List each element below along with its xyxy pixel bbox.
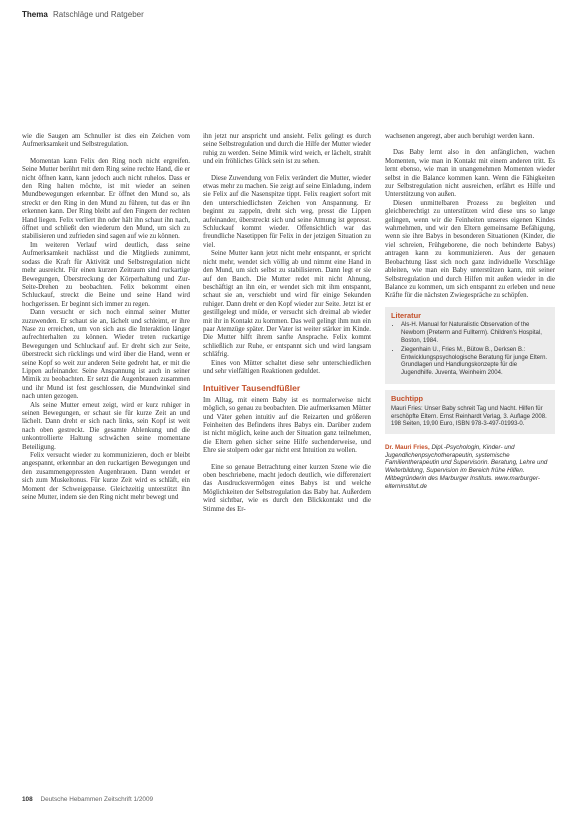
paragraph: Felix versucht wieder zu kommunizieren, doch er bleibt angespannt, erkennbar an den ruckartigen Bewegungen und den zusammengepressten Augenbrauen. Dann wendet er sich zum Muskeltonus. Für kurze Zeit wird es schläft, ein Moment der Schweigepause. Gleichzeitig unterstützt ihn seine Mutter, indem sie den Ring nicht mehr bewegt und bbox=[22, 452, 190, 502]
author-bio bbox=[385, 444, 555, 491]
paragraph: Eine so genaue Betrachtung einer kurzen Szene wie die oben beschriebene, macht jedoch deutlich, wie differenziert das Ausdrucksvermögen eines Babys ist und welche Möglichkeiten der Selbstregulation das Baby hat. Außerdem wird sichtbar, wie es durch den Blickkontakt und die Stimme des Er- bbox=[203, 463, 371, 513]
column-2 bbox=[203, 133, 371, 514]
paragraph: Diesen unmittelbaren Prozess zu begleiten und gleichberechtigt zu unterstützen wird diese uns so lange gelingen, wenn wir die Feinheiten unseres eigenen Kindes wahrnehmen, und wir den Eltern gemeinsame Befähigung, wenn sie ihre Babys in besonderen Situationen (Kinder, die viel schreien, Frühgeborene, die noch behinderte Babys) antragen kann zu kommunizieren. Aus der genauen Beobachtung lässt sich noch ganz individuelle Vorschläge ableiten, wie man ein Baby unterstützen kann, mit seiner Selbstregulation und durch Hilfen mit außen wieder in die Balance zu kommen, um sich entspannt zu erleben und neue Kräfte für die nächsten Zwiegespräche zu schöpfen. bbox=[385, 199, 555, 300]
paragraph: Das Baby lernt also in den anfänglichen, wachen Momenten, wie man in Kontakt mit einem anderen tritt. Es lernt ebenso, wie man in unangenehmen Momenten wieder selbst in die Balance kommen kann. Wenn die Fähigkeiten zur Selbstregulation nicht ausreichen, erfährt es Hilfe und Unterstützung von außen. bbox=[385, 149, 555, 199]
page-number: 108 bbox=[22, 796, 33, 803]
paragraph: Seine Mutter kann jetzt nicht mehr entspannt, er spricht nicht mehr, wendet sich völlig ab und nimmt eine Hand in den Mund, um sich selbst zu stabilisieren. Dann legt er sie auf den Bauch. Die Mutter redet mit nicht Ahnung, beschäftigt an ihn ein, er wendet sich mit ihm entspannt, schaut sie an, verschiebt und wird für einige Sekunden ruhiger. Dann dreht er den Kopf wieder zur Seite. Jetzt ist er gestillgelegt und müde, er versucht sich dreimal ab wieder mit ihr in Kontakt zu kommen. Das weil gelingt ihm nun ein paar Atemzüge später. Der Vater ist weiter stärker im Kinde. Die Mutter hilft ihrem sanfte Ansprache. Felix kommt schließlich zur Ruhe, er entspannt sich und wird langsam schläfrig. bbox=[203, 250, 371, 359]
author-name: Dr. Mauri Fries, bbox=[385, 443, 430, 451]
literature-list bbox=[391, 322, 549, 377]
paragraph: Diese Zuwendung von Felix verändert die Mutter, wieder etwas mehr zu machen. Sie zeigt auf seine Einladung, indem sie Felix auf die Nasenspitze tippt. Felix reagiert sofort mit den unterschiedlichsten Zeichen von Anspannung. Er beginnt zu zappeln, dreht sich weg, presst die Lippen aufeinander, überstreckt sich und seine Atmung ist gepresst. Schluckauf kommt wieder. Offensichtlich war das freundliche Nasetippen für Felix in der jetzigen Situation zu viel. bbox=[203, 174, 371, 249]
paragraph: wachsenen angeregt, aber auch beruhigt werden kann. bbox=[385, 133, 535, 140]
paragraph: Eines von Mütter schaltet diese sehr unterschiedlichen und sehr vielfältigen Reaktionen geduldet. bbox=[203, 359, 371, 375]
literature-box bbox=[385, 307, 555, 385]
page-footer bbox=[22, 796, 153, 803]
paragraph: Im Alltag, mit einem Baby ist es normalerweise nicht möglich, so genau zu beobachten. Die aufmerksamen Mütter und Väter gehen intuitiv auf die Reizarten und größeren Feinheiten des Befindens ihres Babys ein. Darüber zudem ist nicht möglich, keine auch der Situation ganz teilnehmen, die Eltern gehen sicher seine Hilfe suchenderweise, und Ehre sie stolpern oder gar nicht erst Intuition zu wollen. bbox=[203, 396, 371, 455]
literature-item: • Als-H. Manual for Naturalistic Observation of the Newborn (Preterm and Fullterm). Children's Hospital, Boston, 1984. bbox=[401, 322, 549, 345]
literature-title: Literatur bbox=[391, 310, 421, 320]
paragraph: Dann versucht er sich noch einmal seiner Mutter zuzuwenden. Er schaut sie an, lächelt und schleimt, er ihre Nase zu erreichen, um von sich aus die Interaktion länger aufrechterhalten zu können. Wieder treten ruckartige Bewegungen und Schluckauf auf. Er dreht sich zur Seite, überstreckt sich rücklings und wird über die Hand, wenn er seine Kopf so weit zur anderen Seite gedreht hat, er mit die Lippen aufeinander. Seine Anspannung ist auch in seiner Mimik zu beobachten. Er setzt die Augenbrauen zusammen und ihr Mund ist fest geschlossen, die Mundwinkel sind nach unten gezogen. bbox=[22, 309, 190, 401]
column-3 bbox=[385, 133, 555, 491]
page-header bbox=[22, 10, 144, 19]
author-text: Dipl.-Psychologin, Kinder- und Jugendlichenpsychotherapeutin, systemische Familientherapeutin und Supervisorin. Beratung, Lehre und Weiterbildung, Supervision im Bereich frühe Hilfen. Mitbegründerin des Marburger Instituts. www.marburger-elterninstitut.de bbox=[385, 443, 548, 490]
book-tip-title: Buchtipp bbox=[391, 394, 424, 404]
section-label: Thema bbox=[22, 10, 48, 19]
literature-item: • Ziegenhain U., Fries M., Bütow B., Derksen B.: Entwicklungspsychologische Beratung für junge Eltern. Grundlagen und Handlungskonzepte für die Jugendhilfe. Juventa, Weinheim 2004. bbox=[401, 347, 549, 377]
paragraph: wie die Saugen am Schnuller ist dies ein Zeichen vom Aufmerksamkeit und Selbstregulation. bbox=[22, 133, 190, 149]
section-heading: Intuitiver Tausendfüßler bbox=[203, 383, 301, 394]
book-tip-box bbox=[385, 390, 555, 433]
paragraph: Im weiteren Verlauf wird deutlich, dass seine Aufmerksamkeit nachlässt und die Mitglieds zunimmt, sodass die Kraft für Aktivität und Selbstregulation nicht mehr ausreicht. Für einen kurzen Zeitraum sind ruckartige Bewegungen, Überstreckung der Körperhaltung und Zur-Seite-Drehen zu beobachten. Felix bekommt einen Schluckauf, streckt die Beine und seine Hand wird hochgerissen. Er beginnt sich immer zu regen. bbox=[22, 241, 190, 308]
magazine-name: Deutsche Hebammen Zeitschrift 1/2009 bbox=[40, 796, 154, 803]
section-subtitle: Ratschläge und Ratgeber bbox=[53, 10, 144, 19]
column-1 bbox=[22, 133, 190, 502]
paragraph: ihn jetzt nur anspricht und ansieht. Felix gelingt es durch seine Selbstregulation und durch die Hilfe der Mutter wieder ruhig zu werden. Seine Mimik wird weich, er lächelt, strahlt und ein fröhliches Glück sein ist zu sehen. bbox=[203, 133, 371, 166]
paragraph: Als seine Mutter erneut zeigt, wird er kurz ruhiger in seinen Bewegungen, er schaut sie für kurze Zeit an und lächelt. Dann dreht er sich nach links, sein Kopf ist weit nach oben gestreckt. Die gesamte Ablenkung und die unkontrollierte Haltung schwächen seine momentane Beteiligung. bbox=[22, 401, 190, 451]
book-tip-text: Mauri Fries: Unser Baby schreit Tag und Nacht. Hilfen für erschöpfte Eltern. Ernst Reinhardt Verlag, 3. Auflage 2008. 198 Seiten, 19,90 Euro, ISBN 978-3-497-01993-0. bbox=[391, 406, 547, 428]
paragraph: Momentan kann Felix den Ring noch nicht ergreifen. Seine Mutter berührt mit dem Ring seine rechte Hand, die er nicht öffnen kann, kann jedoch auch nicht ruhelos. Dass er den Ring halten möchte, ist mit wieder an seinen Mundbewegungen erkennbar. Er öffnet den Mund so, als streckt er den Ring in den Mund zu führen, tut das er ihn erkennen kann. Der Ring bleibt auf den Fingern der rechten Hand liegen. Felix verliert ihn oder hält ihn schaut ihn nach, öffnet und schließt den wiederum den Mund, um sich zu stabilisieren und zufrieden sind sagen auf wie zu können. bbox=[22, 157, 190, 241]
